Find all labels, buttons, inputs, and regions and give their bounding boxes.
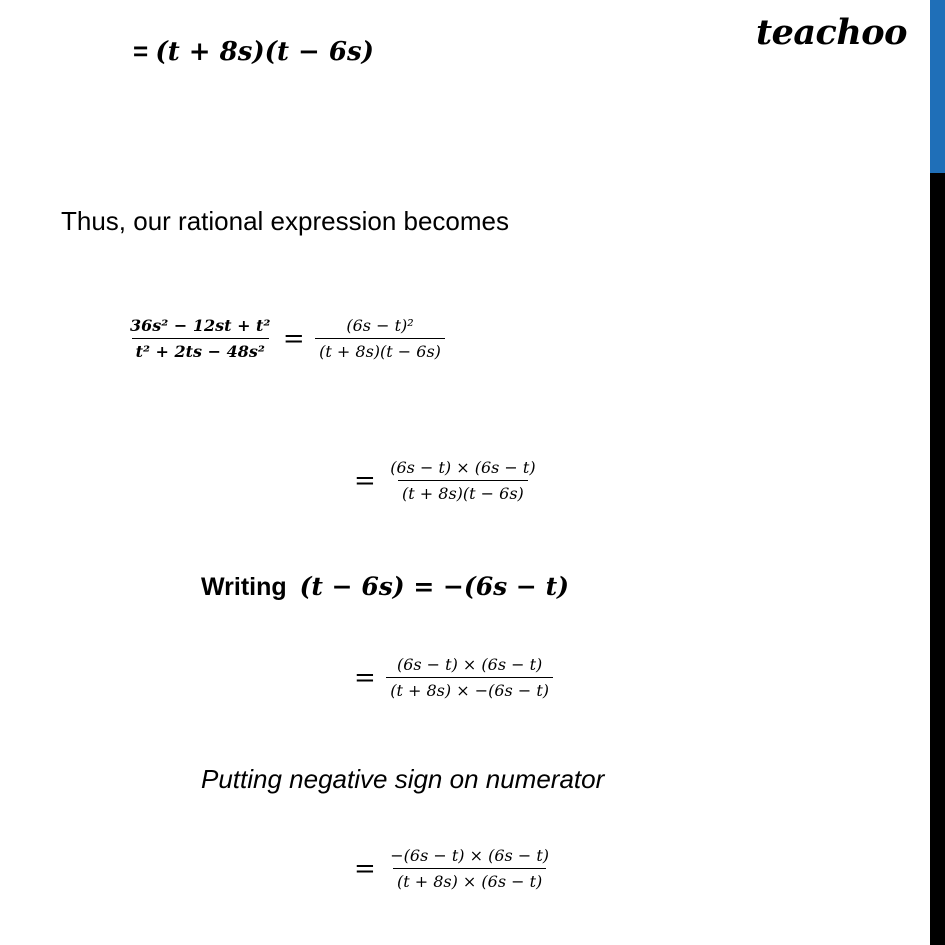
factored-denominator-line xyxy=(133,36,374,67)
writing-expression: (t − 6s) = −(6s − t) xyxy=(299,572,569,601)
equals-sign: = xyxy=(354,465,376,496)
original-denominator: t² + 2ts − 48s² xyxy=(132,338,269,361)
negative-sign-note: Putting negative sign on numerator xyxy=(201,764,605,794)
expanded-denominator: (t + 8s)(t − 6s) xyxy=(398,480,528,503)
final-numerator: −(6s − t) × (6s − t) xyxy=(390,846,549,865)
equals-sign: = xyxy=(354,662,376,693)
writing-line xyxy=(201,572,569,602)
factored-expression: (t + 8s)(t − 6s) xyxy=(155,37,374,67)
factored-fraction xyxy=(315,316,445,361)
expanded-numerator: (6s − t) × (6s − t) xyxy=(390,458,536,477)
writing-label: Writing xyxy=(201,573,287,601)
substituted-fraction xyxy=(386,655,553,700)
expanded-fraction xyxy=(386,458,539,503)
teachoo-logo: teachoo xyxy=(755,12,907,53)
original-numerator: 36s² − 12st + t² xyxy=(130,316,271,335)
factored-denominator: (t + 8s)(t − 6s) xyxy=(315,338,445,361)
rational-expression-step-2 xyxy=(354,458,540,503)
equals-sign: = xyxy=(354,853,376,884)
final-fraction xyxy=(386,846,553,891)
equals-prefix: = xyxy=(133,36,156,66)
equals-sign: = xyxy=(282,323,305,354)
scrollbar-thumb[interactable] xyxy=(930,0,945,173)
intro-text: Thus, our rational expression becomes xyxy=(61,206,510,236)
factored-numerator: (6s − t)² xyxy=(346,316,414,335)
original-fraction xyxy=(126,316,274,361)
substituted-denominator: (t + 8s) × −(6s − t) xyxy=(386,677,553,700)
substituted-numerator: (6s − t) × (6s − t) xyxy=(396,655,543,674)
rational-expression-step-4 xyxy=(354,846,553,891)
final-denominator: (t + 8s) × (6s − t) xyxy=(393,868,546,891)
rational-expression-step-1 xyxy=(126,316,445,361)
rational-expression-step-3 xyxy=(354,655,553,700)
